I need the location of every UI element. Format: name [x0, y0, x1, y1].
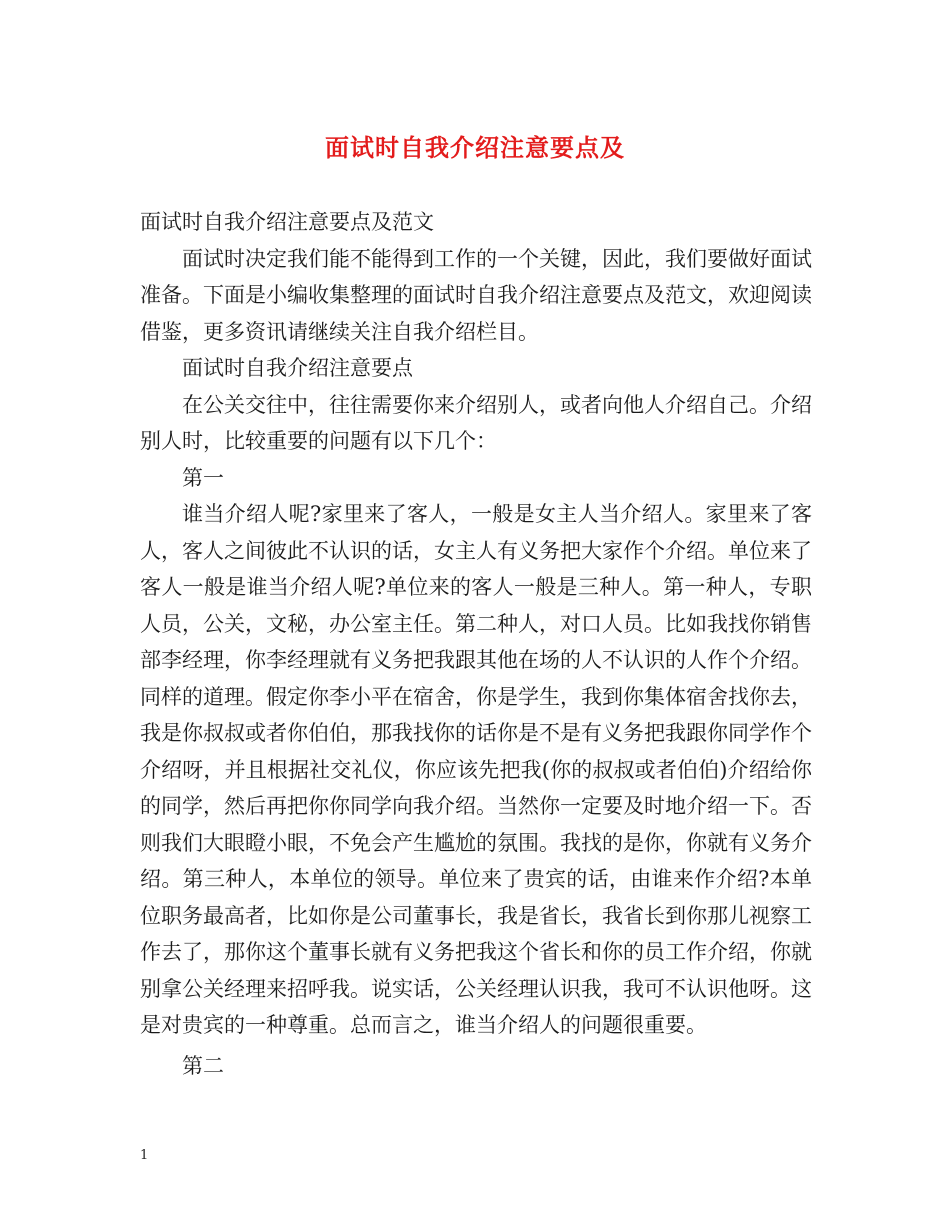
document-title: 面试时自我介绍注意要点及: [325, 133, 625, 162]
point-heading-first: 第一: [182, 465, 224, 490]
paragraph-intro: 面试时决定我们能不能得到工作的一个关键，因此，我们要做好面试准备。下面是小编收集整理的面试时自我介绍注意要点及范文，欢迎阅读借鉴，更多资讯请继续关注自我介绍栏目。: [140, 246, 812, 344]
paragraph-context: 在公关交往中，往往需要你来介绍别人，或者向他人介绍自己。介绍别人时，比较重要的问题有以下几个：: [140, 392, 812, 453]
section-heading: 面试时自我介绍注意要点: [182, 356, 413, 380]
paragraph-subtitle: 面试时自我介绍注意要点及范文: [140, 210, 434, 234]
page-number: 1: [140, 1148, 149, 1163]
document-body: [140, 204, 812, 1084]
paragraph-first-point: 谁当介绍人呢?家里来了客人，一般是女主人当介绍人。家里来了客人，客人之间彼此不认识的话，女主人有义务把大家作个介绍。单位来了客人一般是谁当介绍人呢?单位来的客人一般是三种人。第一种人，专职人员，公关，文秘，办公室主任。第二种人，对口人员。比如我找你销售部李经理，你李经理就有义务把我跟其他在场的人不认识的人作个介绍。同样的道理。假定你李小平在宿舍，你是学生，我到你集体宿舍找你去，我是你叔叔或者你伯伯，那我找你的话你是不是有义务把我跟你同学作个介绍呀，并且根据社交礼仪，你应该先把我(你的叔叔或者伯伯)介绍给你的同学，然后再把你你同学向我介绍。当然你一定要及时地介绍一下。否则我们大眼瞪小眼，不免会产生尴尬的氛围。我找的是你，你就有义务介绍。第三种人，本单位的领导。单位来了贵宾的话，由谁来作介绍?本单位职务最高者，比如你是公司董事长，我是省长，我省长到你那儿视察工作去了，那你这个董事长就有义务把我这个省长和你的员工作介绍，你就别拿公关经理来招呼我。说实话，公关经理认识我，我可不认识他呀。这是对贵宾的一种尊重。总而言之，谁当介绍人的问题很重要。: [140, 502, 812, 1037]
point-heading-second: 第二: [182, 1053, 224, 1078]
